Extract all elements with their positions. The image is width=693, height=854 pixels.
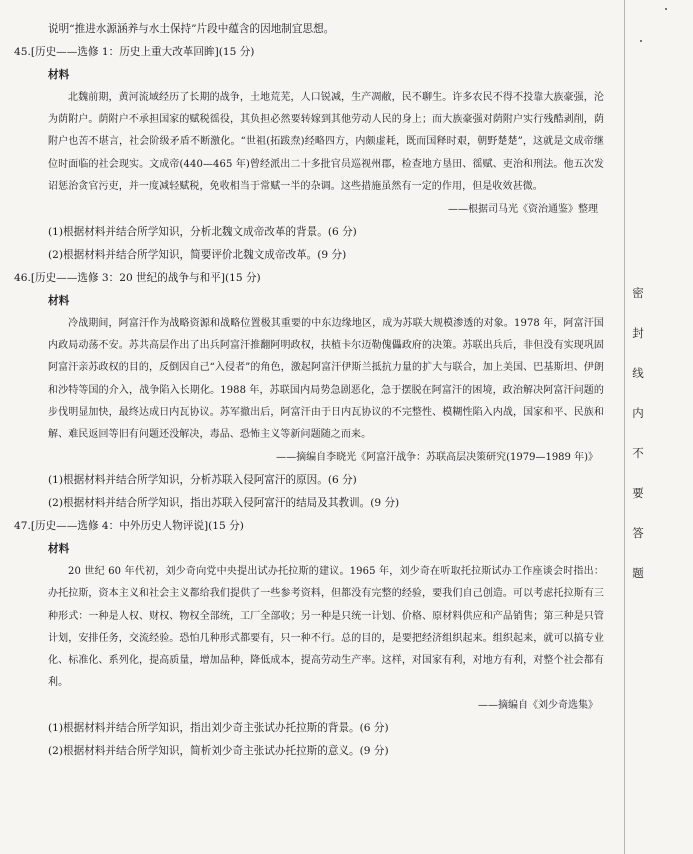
question-45-sub-1: (1)根据材料并结合所学知识，分析北魏文成帝改革的背景。(6 分) [48,226,357,239]
question-46-sub-2: (2)根据材料并结合所学知识，指出苏联入侵阿富汗的结局及其教训。(9 分) [48,497,400,510]
seal-line-notice [629,284,647,604]
seal-char: 不 [632,446,644,460]
seal-char: 内 [632,406,644,420]
question-45-header: 45.[历史——选修 1：历史上重大改革回眸](15 分) [14,46,255,58]
question-47-material-text: 20 世纪 60 年代初，刘少奇向党中央提出试办托拉斯的建议。1965 年，刘少奇在听取托拉斯试办工作座谈会时指出：办托拉斯，资本主义和社会主义都给我们提供了一些参考资料，但都没有完整的经验，要我们自己创造。可以考虑托拉斯有三种形式：一种是人权、财权、物权全部统，工厂全部收；另一种是只统一计划、价格、原材料供应和产品销售；第三种是只管计划，安排任务，交流经验。恐怕几种形式都要有，只一种不行。总的目的，是要把经济组织起来。组织起来，就可以搞专业化、标准化、系列化，提高质量，增加品种，降低成本，提高劳动生产率。这样，对国家有利，对地方有利，对整个社会都有利。 [48,566,604,689]
seal-line-divider [624,0,625,854]
exam-content [14,18,604,763]
question-45-sub-2: (2)根据材料并结合所学知识，简要评价北魏文成帝改革。(9 分) [48,249,347,262]
question-47 [14,515,604,763]
question-46-header: 46.[历史——选修 3：20 世纪的战争与和平](15 分) [14,272,261,285]
seal-char: 要 [632,486,644,500]
question-47-source: ——摘编自《刘少奇选集》 [478,700,598,712]
question-45-material-label: 材料 [48,69,70,81]
question-46 [14,267,604,515]
seal-char: 题 [632,566,644,580]
question-46-source: ——摘编自李晓光《阿富汗战争：苏联高层决策研究(1979—1989 年)》 [276,452,598,464]
question-46-material-label: 材料 [48,295,70,308]
scan-speck [640,40,642,42]
question-46-sub-1: (1)根据材料并结合所学知识，分析苏联入侵阿富汗的原因。(6 分) [48,474,357,487]
question-47-header: 47.[历史——选修 4：中外历史人物评说](15 分) [14,520,244,533]
question-47-material-label: 材料 [48,543,70,556]
scan-speck [665,8,667,10]
seal-char: 封 [632,326,644,340]
question-45-material-text: 北魏前期，黄河流域经历了长期的战争，土地荒芜，人口锐减，生产凋敝，民不聊生。许多农民不得不投靠大族豪强，沦为荫附户。荫附户不承担国家的赋税徭役，其负担必然要转嫁到其他劳动人民的身上；而大族豪强对荫附户实行残酷剥削，荫附户也苦不堪言，社会阶级矛盾不断激化。“世祖(拓跋焘)经略四方，内颇虚耗，既而国释时艰，朝野楚楚”，这就是文成帝继位时面临的社会现实。文成帝(440—465 年)曾经派出二十多批官员巡视州郡，检查地方垦田、徭赋、吏治和刑法。他五次发诏惩治贪官污吏，并一度减轻赋税，免收相当于常赋一半的杂调。这些措施虽然有一定的作用，但是收效甚微。 [48,92,604,192]
previous-question-tail: 说明“推进水源涵养与水土保持”片段中蕴含的因地制宜思想。 [48,23,335,35]
question-45 [14,41,604,267]
question-47-sub-2: (2)根据材料并结合所学知识，简析刘少奇主张试办托拉斯的意义。(9 分) [48,745,389,758]
question-47-sub-1: (1)根据材料并结合所学知识，指出刘少奇主张试办托拉斯的背景。(6 分) [48,722,389,735]
seal-char: 答 [632,526,644,540]
seal-char: 密 [632,286,644,300]
question-46-material-text: 冷战期间，阿富汗作为战略资源和战略位置极其重要的中东边缘地区，成为苏联大规模渗透的对象。1978 年，阿富汗国内政局动荡不安。苏共高层作出了出兵阿富汗推翻阿明政权，扶植卡尔迈勒傀儡政府的决策。苏联出兵后，非但没有实现巩固阿富汗亲苏政权的目的，反倒因自己“入侵者”的角色，激起阿富汗伊斯兰抵抗力量的扩大与联合，加上美国、巴基斯坦、伊朗和沙特等国的介入，战争陷入长期化。1988 年，苏联国内局势急剧恶化，急于摆脱在阿富汗的困境，政治解决阿富汗问题的步伐明显加快，最终达成日内瓦协议。苏军撤出后，阿富汗由于日内瓦协议的不完整性、模糊性陷入内战，国家和平、民族和解、难民返回等旧有问题还没解决，毒品、恐怖主义等新问题随之而来。 [48,318,604,441]
seal-char: 线 [632,366,644,380]
question-45-source: ——根据司马光《资治通鉴》整理 [448,204,598,216]
